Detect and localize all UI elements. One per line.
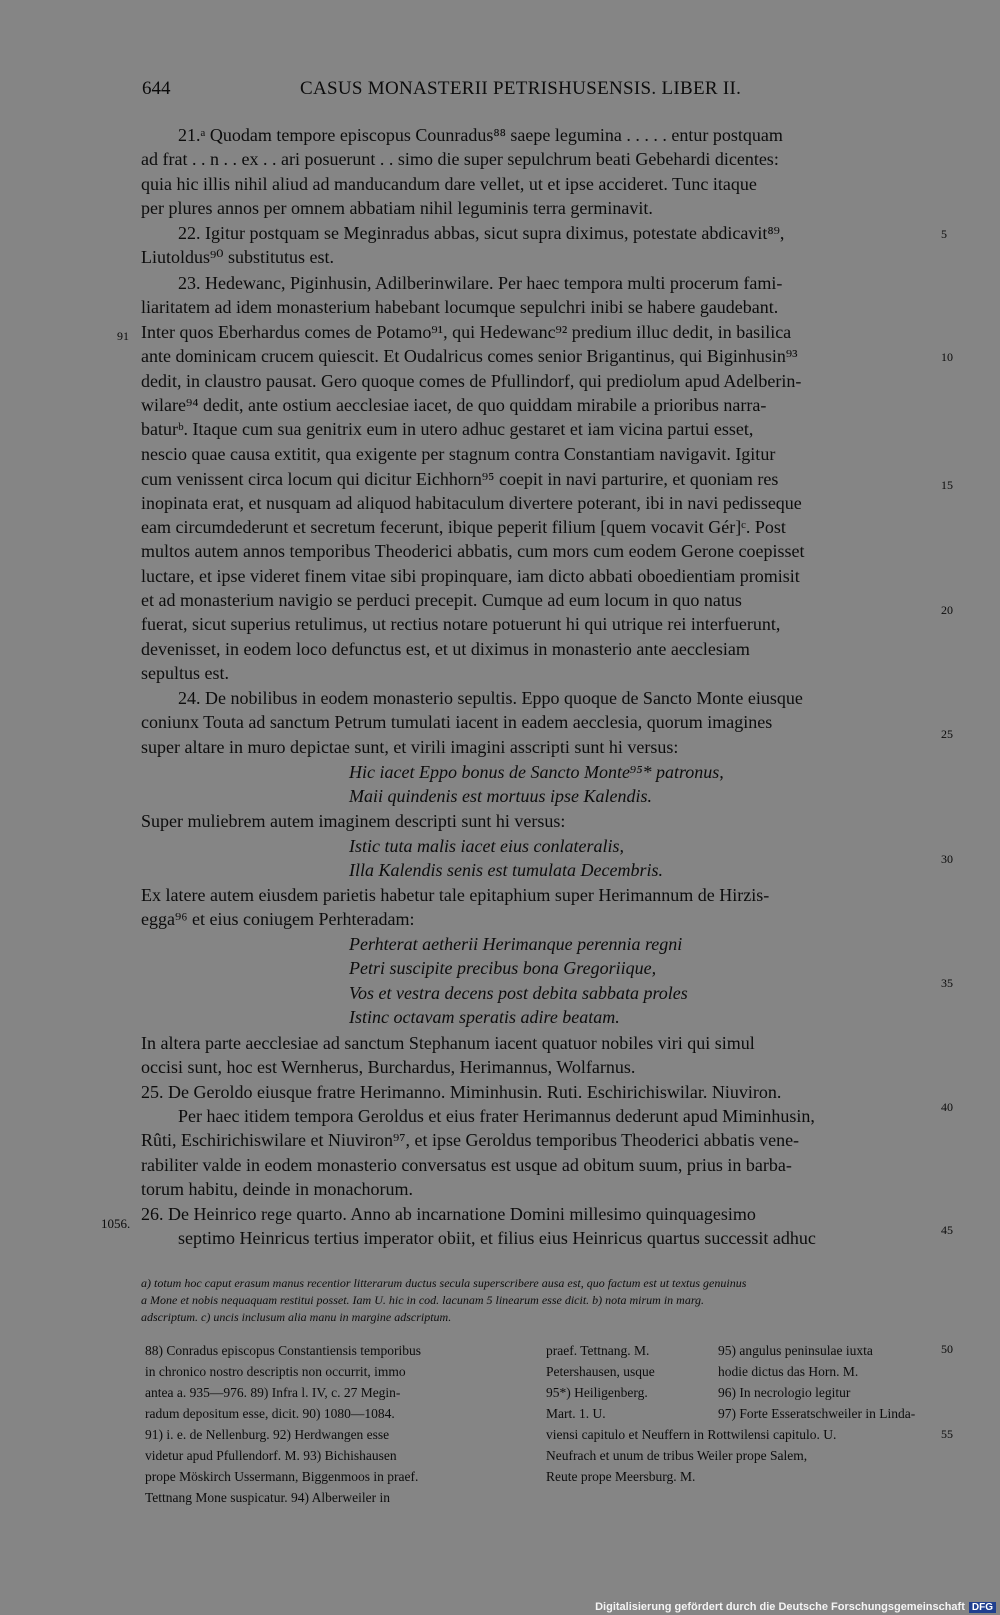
verse-line: Hic iacet Eppo bonus de Sancto Monte⁹⁵* patronus, [349,762,724,782]
footnote-line: prope Möskirch Ussermann, Biggenmoos in praef. [145,1469,419,1484]
text-line: cum venissent circa locum qui dicitur Eichhorn⁹⁵ coepit in navi parturire, et quoniam res [141,469,779,489]
text-line: septimo Heinricus tertius imperator obiit, et filius eius Heinricus quartus successit adhuc [178,1228,816,1248]
line-number: 50 [941,1342,953,1356]
text-line: baturᵇ. Itaque cum sua genitrix eum in utero adhuc gestaret et iam vicina partui esset, [141,419,754,439]
text-line: In altera parte aecclesiae ad sanctum Stephanum iacent quatuor nobiles viri qui simul [141,1033,755,1053]
verse-line: Istic tuta malis iacet eius conlateralis, [349,836,624,856]
line-number: 25 [941,727,953,741]
verse-line: Perhterat aetherii Herimanque perennia regni [349,934,683,954]
text-line: multos autem annos temporibus Theoderici abbatis, cum mors cum eodem Gerone coepisset [141,541,805,561]
text-line: Liutoldus⁹⁰ substitutus est. [141,247,335,267]
text-line: 26. De Heinrico rege quarto. Anno ab incarnatione Domini millesimo quinquagesimo [141,1204,756,1224]
text-line: coniunx Touta ad sanctum Petrum tumulati iacent in eadem aecclesia, quorum imagines [141,712,773,732]
margin-year: 1056. [101,1216,131,1231]
text-line: egga⁹⁶ et eius coniugem Perhteradam: [141,909,415,929]
text-line: Ex latere autem eiusdem parietis habetur tale epitaphium super Herimannum de Hirzis- [141,885,770,905]
text-line: inopinata erat, et nusquam ad aliquod habitaculum divertere poterant, ibi in navi pedisseque [141,493,802,513]
verse-line: Istinc octavam speratis adire beatam. [349,1007,620,1027]
critical-note-line: adscriptum. c) uncis inclusum alia manu in margine adscriptum. [141,1310,452,1324]
text-line: ante dominicam crucem quiescit. Et Oudalricus comes senior Brigantinus, qui Biginhusin⁹³ [141,346,798,366]
text-line: ad frat . . n . . ex . . ari posuerunt . . simo die super sepulchrum beati Gebehardi dicentes: [141,149,779,169]
footnote-line: 91) i. e. de Nellenburg. 92) Herdwangen esse [145,1427,390,1442]
dfg-logo: DFG [969,1602,996,1613]
text-line: occisi sunt, hoc est Wernherus, Burchardus, Herimannus, Wolfarnus. [141,1057,636,1077]
footnote-line: praef. Tettnang. M. [546,1343,650,1358]
footnote-line: Petershausen, usque [546,1364,655,1379]
line-number: 15 [941,478,953,492]
text-line: sepultus est. [141,663,229,683]
footnote-line: 95*) Heiligenberg. [546,1385,648,1400]
text-line: nescio quae causa extitit, qua exigente per stagnum contra Constantiam navigavit. Igitur [141,444,776,464]
line-number: 10 [941,350,953,364]
footnote-line: Reute prope Meersburg. M. [546,1469,696,1484]
footnote-line: viensi capitulo et Neuffern in Rottwilensi capitulo. U. [546,1427,837,1442]
footnote-line: 95) angulus peninsulae iuxta [718,1343,873,1358]
text-line: 21.ᵃ Quodam tempore episcopus Counradus⁸⁸ saepe legumina . . . . . entur postquam [178,125,783,145]
footnote-line: 96) In necrologio legitur [718,1385,851,1400]
text-line: fuerat, sicut superius retulimus, ut rectius notare potuerunt hi qui utrique rei interfuerunt, [141,614,781,634]
text-line: 25. De Geroldo eiusque fratre Herimanno. Miminhusin. Ruti. Eschirichiswilar. Niuviron. [141,1082,782,1102]
footnote-line: 97) Forte Esseratschweiler in Linda- [718,1406,916,1421]
text-line: 23. Hedewanc, Piginhusin, Adilberinwilare. Per haec tempora multi procerum fami- [178,273,783,293]
verse-line: Illa Kalendis senis est tumulata Decembris. [349,860,663,880]
text-line: rabiliter valde in eodem monasterio conversatus est usque ad obitum suum, prius in barba- [141,1155,792,1175]
footnote-line: 88) Conradus episcopus Constantiensis temporibus [145,1343,421,1358]
footnote-line: radum depositum esse, dicit. 90) 1080—1084. [145,1406,395,1421]
text-line: Per haec itidem tempora Geroldus et eius frater Herimannus dederunt apud Miminhusin, [178,1106,815,1126]
text-line: liaritatem ad idem monasterium habebant locumque sepulchri inibi se habere gaudebant. [141,297,779,317]
footnote-line: Tettnang Mone suspicatur. 94) Alberweiler in [145,1490,390,1505]
line-number: 5 [941,227,947,241]
running-title: CASUS MONASTERII PETRISHUSENSIS. LIBER II. [300,78,742,99]
line-number: 55 [941,1427,953,1441]
text-line: super altare in muro depictae sunt, et virili imagini asscripti sunt hi versus: [141,737,679,757]
margin-note: 91 [117,329,129,343]
verse-line: Maii quindenis est mortuus ipse Kalendis. [349,786,652,806]
verse-line: Petri suscipite precibus bona Gregoriique, [349,958,657,978]
line-number: 40 [941,1100,953,1114]
line-number: 30 [941,852,953,866]
critical-note-line: a) totum hoc caput erasum manus recentior litterarum ductus secula superscribere ausa est, quo factum est ut textus genuinus [141,1276,747,1290]
text-line: 24. De nobilibus in eodem monasterio sepultis. Eppo quoque de Sancto Monte eiusque [178,688,803,708]
text-line: devenisset, in eodem loco defunctus est, et ut diximus in monasterio ante aecclesiam [141,639,750,659]
text-line: dedit, in claustro pausat. Gero quoque comes de Pfullindorf, qui prediolum apud Adelberin- [141,371,802,391]
footnote-line: Neufrach et unum de tribus Weiler prope Salem, [546,1448,808,1463]
page-number: 644 [142,78,171,99]
text-line: Super muliebrem autem imaginem descripti sunt hi versus: [141,811,566,831]
text-line: wilare⁹⁴ dedit, ante ostium aecclesiae iacet, de quo quiddam mirabile a prioribus narra- [141,395,767,415]
footnote-line: Mart. 1. U. [546,1406,606,1421]
credit-text: Digitalisierung gefördert durch die Deutsche Forschungsgemeinschaft [595,1601,965,1613]
footnote-line: videtur apud Pfullendorf. M. 93) Bichishausen [145,1448,397,1463]
footnote-line: in chronico nostro descriptis non occurrit, immo [145,1364,406,1379]
text-line: torum habitu, deinde in monachorum. [141,1179,413,1199]
line-number: 20 [941,603,953,617]
verse-line: Vos et vestra decens post debita sabbata proles [349,983,688,1003]
text-line: Rûti, Eschirichiswilare et Niuviron⁹⁷, et ipse Geroldus temporibus Theoderici abbatis vene- [141,1130,800,1150]
text-line: 22. Igitur postquam se Meginradus abbas, sicut supra diximus, potestate abdicavit⁸⁹, [178,223,785,243]
text-line: quia hic illis nihil aliud ad manducandum dare vellet, ut et ipse accideret. Tunc itaque [141,174,757,194]
text-line: eam circumdederunt et secretum fecerunt, ibique peperit filium [quem vocavit Gér]ᶜ. Post [141,517,786,537]
critical-note-line: a Mone et nobis nequaquam restitui posset. Iam U. hic in cod. lacunam 5 linearum esse dicit. b) nota mirum in marg. [141,1293,705,1307]
text-line: per plures annos per omnem abbatiam nihil leguminis terra germinavit. [141,198,653,218]
footnote-line: hodie dictus das Horn. M. [718,1364,859,1379]
text-line: Inter quos Eberhardus comes de Potamo⁹¹, qui Hedewanc⁹² predium illuc dedit, in basilica [141,322,792,342]
text-line: luctare, et ipse videret finem vitae sibi propinquare, iam dicto abbati oboedientiam promisit [141,566,800,586]
text-line: et ad monasterium navigio se perduci precepit. Cumque ad eum locum in quo natus [141,590,742,610]
digitization-credit [595,1601,996,1613]
footnote-line: antea a. 935—976. 89) Infra l. IV, c. 27 Megin- [145,1385,401,1400]
line-number: 45 [941,1223,953,1237]
line-number: 35 [941,976,953,990]
